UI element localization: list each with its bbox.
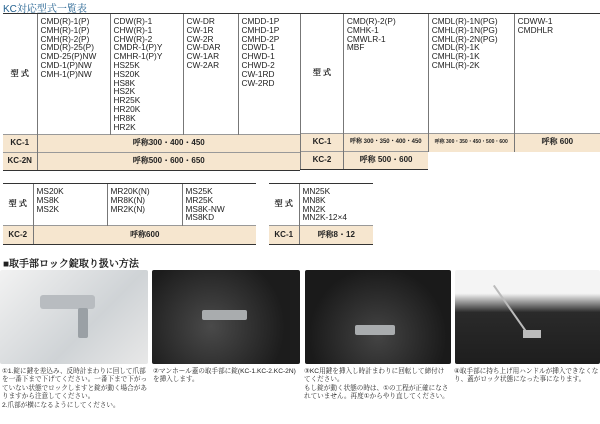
model-name: CDW(R)-1 xyxy=(113,16,153,26)
section-heading: ■取手部ロック錠取り扱い方法 xyxy=(3,259,139,270)
model-name: CW-DAR xyxy=(186,42,221,53)
model-name: HR20K xyxy=(113,103,141,114)
key-icon xyxy=(78,308,88,338)
model-name: CMD-1(P)NW xyxy=(40,59,92,70)
lock-icon xyxy=(202,310,247,320)
model-name: CHWD-1 xyxy=(241,51,275,62)
step1-photo xyxy=(0,270,148,364)
size-value: 呼称 300・350・450・500・600 xyxy=(428,134,514,152)
type-label: 型 式 xyxy=(3,14,37,135)
kc-label: KC-1 xyxy=(301,134,344,152)
lock-icon xyxy=(355,325,395,335)
model-name: CW-1AR xyxy=(186,51,220,62)
model-name: CMHL(R)-1K xyxy=(431,51,480,62)
model-name: MS8K xyxy=(36,194,60,205)
model-name: MR2K(N) xyxy=(110,203,146,214)
lock-icon xyxy=(523,330,541,338)
model-name: MR20K(N) xyxy=(110,186,150,196)
models-col xyxy=(238,14,300,135)
model-name: CHW(R)-1 xyxy=(113,24,153,35)
size-value: 呼称500・600・650 xyxy=(37,153,300,171)
models-col xyxy=(110,14,183,135)
models-col xyxy=(428,14,514,134)
step4-photo xyxy=(455,270,600,364)
lock-icon xyxy=(40,295,95,309)
type-label: 型 式 xyxy=(301,14,344,134)
model-name: HS25K xyxy=(113,59,140,70)
handle-icon xyxy=(493,285,529,335)
model-name: CMDD-1P xyxy=(241,16,280,26)
model-name: CMDL(R)-1K xyxy=(431,42,480,53)
compat-table-left xyxy=(3,13,300,171)
kc-label: KC-1 xyxy=(269,226,299,245)
model-name: MN2K xyxy=(302,203,326,214)
models-col xyxy=(514,14,600,134)
type-label: 型 式 xyxy=(269,184,299,226)
model-name: CMHL(R)-2N(PG) xyxy=(431,33,498,44)
size-value: 呼称600 xyxy=(33,226,256,245)
compat-table-ms xyxy=(3,183,256,245)
model-name: CHWD-2 xyxy=(241,59,275,70)
model-name: CW-2AR xyxy=(186,59,220,70)
model-name: CW-1RD xyxy=(241,68,275,79)
size-value: 呼称300・400・450 xyxy=(37,135,300,153)
model-name: MS8K-NW xyxy=(185,203,225,214)
model-name: CMWLR-1 xyxy=(346,33,386,44)
models-col xyxy=(37,14,110,135)
step3-caption: ③KC用鍵を挿入し時計まわりに回転して締付けてください。 もし錠が動く状態の時は、①の工程が正確になされていません。再度①からやり直してください。 xyxy=(304,368,449,401)
kc-label: KC-1 xyxy=(3,135,37,153)
model-name: MS8KD xyxy=(185,212,215,223)
model-name: CMHD-1P xyxy=(241,24,280,35)
kc-label: KC-2 xyxy=(301,152,344,170)
models-col xyxy=(343,14,428,134)
model-name: MBF xyxy=(346,42,365,53)
kc-label: KC-2 xyxy=(3,226,33,245)
size-value: 呼称 500・600 xyxy=(343,152,428,170)
models-col xyxy=(299,184,373,226)
step4-caption: ④取手部に持ち上げ用ハンドルが挿入できなくなり、蓋がロック状態になった事になります。 xyxy=(454,368,599,384)
page-title: KC対応型式一覧表 xyxy=(3,4,87,15)
model-name: MS25K xyxy=(185,186,213,196)
step2-caption: ②マンホール蓋の取手部に錠(KC-1.KC-2.KC-2N)を挿入します。 xyxy=(153,368,296,384)
models-col xyxy=(107,184,182,226)
model-name: CMDHLR xyxy=(517,24,554,35)
model-name: CMHK-1 xyxy=(346,24,379,35)
model-name: MN8K xyxy=(302,194,326,205)
model-name: MN2K-12×4 xyxy=(302,212,348,223)
model-name: HR8K xyxy=(113,112,136,123)
model-name: CMD(R)-25(P) xyxy=(40,42,94,53)
model-name: HS20K xyxy=(113,68,140,79)
model-name: CW-DR xyxy=(186,16,215,26)
model-name: CMD(R)-1(P) xyxy=(40,16,90,26)
size-value: 呼称 300・350・400・450 xyxy=(343,134,428,152)
model-name: CMH(R)-2(P) xyxy=(40,33,90,44)
model-name: CMDR-1(P)Y xyxy=(113,42,163,53)
model-name: CMD-25(P)NW xyxy=(40,51,97,62)
model-name: MS2K xyxy=(36,203,60,214)
models-col xyxy=(183,14,238,135)
model-name: MR8K(N) xyxy=(110,194,146,205)
model-name: CMHL(R)-1N(PG) xyxy=(431,24,498,35)
model-name: MN25K xyxy=(302,186,331,196)
model-name: HS2K xyxy=(113,86,136,97)
model-name: CMD(R)-2(P) xyxy=(346,16,396,26)
model-name: CMHL(R)-2K xyxy=(431,59,480,70)
model-name: CMH(R)-1(P) xyxy=(40,24,90,35)
model-name: MS20K xyxy=(36,186,64,196)
model-name: CDWW-1 xyxy=(517,16,553,26)
models-col xyxy=(33,184,107,226)
model-name: HR25K xyxy=(113,95,141,106)
model-name: CW-1R xyxy=(186,24,214,35)
model-name: MR25K xyxy=(185,194,214,205)
compat-table-right xyxy=(300,13,600,170)
model-name: CMHR-1(P)Y xyxy=(113,51,163,62)
model-name: CMDL(R)-1N(PG) xyxy=(431,16,498,26)
model-name: CMH-1(P)NW xyxy=(40,68,92,79)
step3-photo xyxy=(305,270,451,364)
models-col xyxy=(182,184,256,226)
kc-label: KC-2N xyxy=(3,153,37,171)
type-label: 型 式 xyxy=(3,184,33,226)
step1-caption: ①1.錠に鍵を差込み、反時計まわりに回して爪部を一番下まで下げてください。一番下まで下がっていない状態でロックしますと錠が動く場合がありますから注意してください。 2.爪部が横になるようにしてください。 xyxy=(2,368,148,409)
model-name: CMHD-2P xyxy=(241,33,280,44)
model-name: CW-2R xyxy=(186,33,214,44)
compat-table-mn xyxy=(269,183,373,245)
model-name: HR2K xyxy=(113,121,136,132)
size-value: 呼称 600 xyxy=(514,134,600,152)
size-value: 呼称8・12 xyxy=(299,226,373,245)
model-name: CW-2RD xyxy=(241,77,275,88)
step2-photo xyxy=(152,270,300,364)
model-name: HS8K xyxy=(113,77,136,88)
model-name: CDWD-1 xyxy=(241,42,275,53)
model-name: CHW(R)-2 xyxy=(113,33,153,44)
